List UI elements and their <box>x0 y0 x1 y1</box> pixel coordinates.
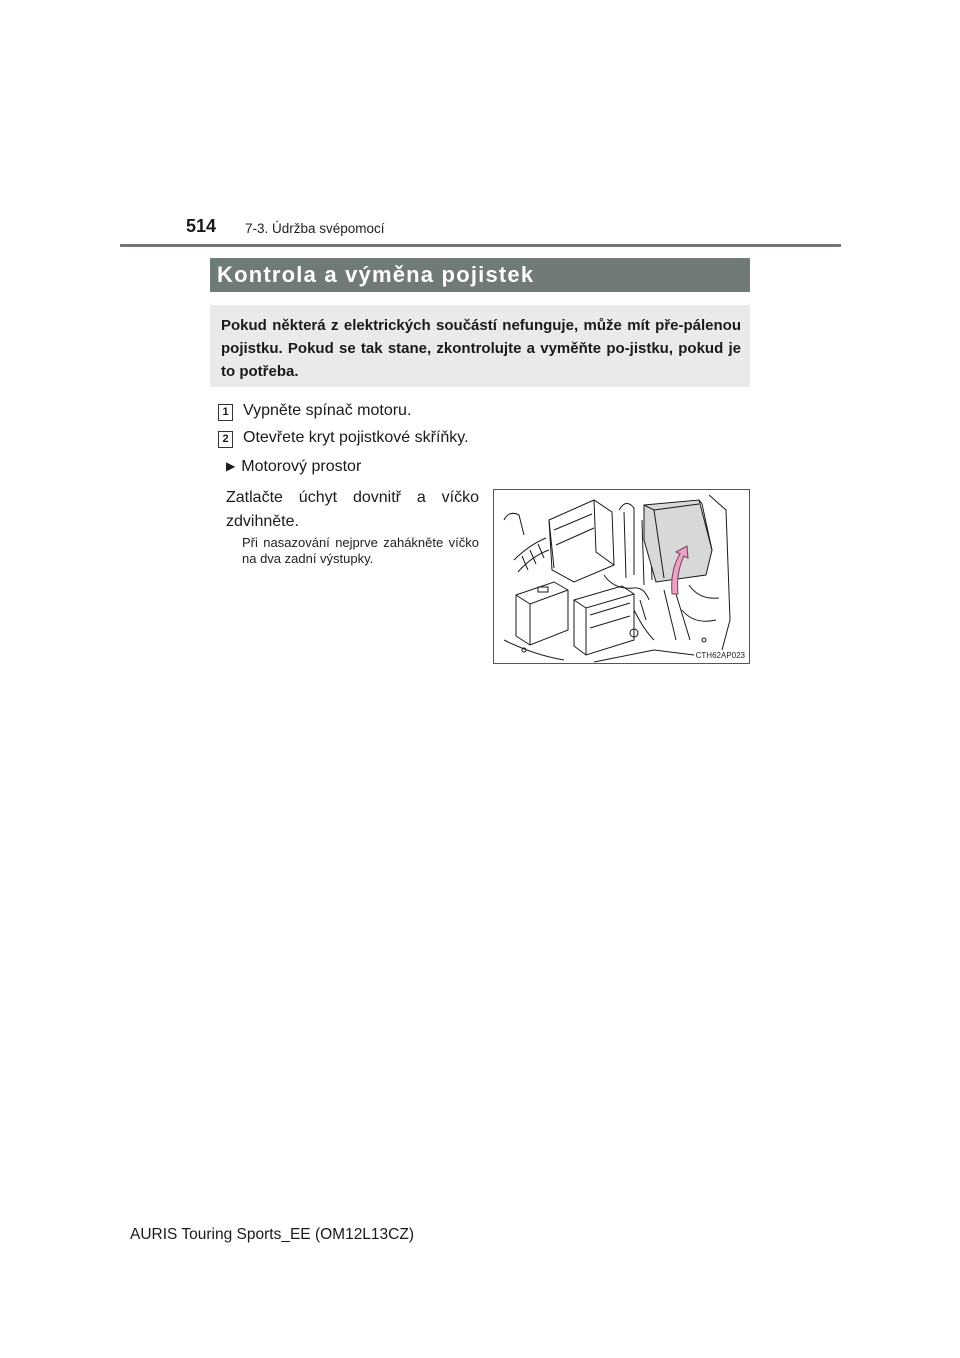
intro-box <box>210 305 750 387</box>
step-text: Vypněte spínač motoru. <box>243 402 412 419</box>
section-title: Kontrola a výměna pojistek <box>210 258 750 292</box>
step-number-badge: 2 <box>218 431 233 448</box>
engine-fuse-box-illustration <box>493 489 750 664</box>
instruction-text: Zatlačte úchyt dovnitř a víčko zdvihněte. <box>226 489 479 530</box>
triangle-right-icon: ▶ <box>226 459 236 473</box>
step-text: Otevřete kryt pojistkové skříňky. <box>243 429 469 446</box>
subheading-text: Motorový prostor <box>241 458 362 475</box>
subheading <box>226 458 361 476</box>
header-divider <box>120 244 841 247</box>
note-text: Při nasazování nejprve zahákněte víčko na dva zadní výstupky. <box>242 535 479 566</box>
engine-compartment-drawing <box>494 490 750 664</box>
step-number-badge: 1 <box>218 404 233 421</box>
footer-model: AURIS Touring Sports_EE (OM12L13CZ) <box>130 1226 414 1243</box>
intro-text: Pokud některá z elektrických součástí nefunguje, může mít pře-pálenou pojistku. Pokud se tak stane, zkontrolujte a vyměňte po-jistku, pokud je to potřeba. <box>221 317 741 380</box>
figure-code: CTH62AP023 <box>695 651 745 660</box>
page-number: 514 <box>186 216 217 236</box>
section-label: 7-3. Údržba svépomocí <box>245 221 385 236</box>
